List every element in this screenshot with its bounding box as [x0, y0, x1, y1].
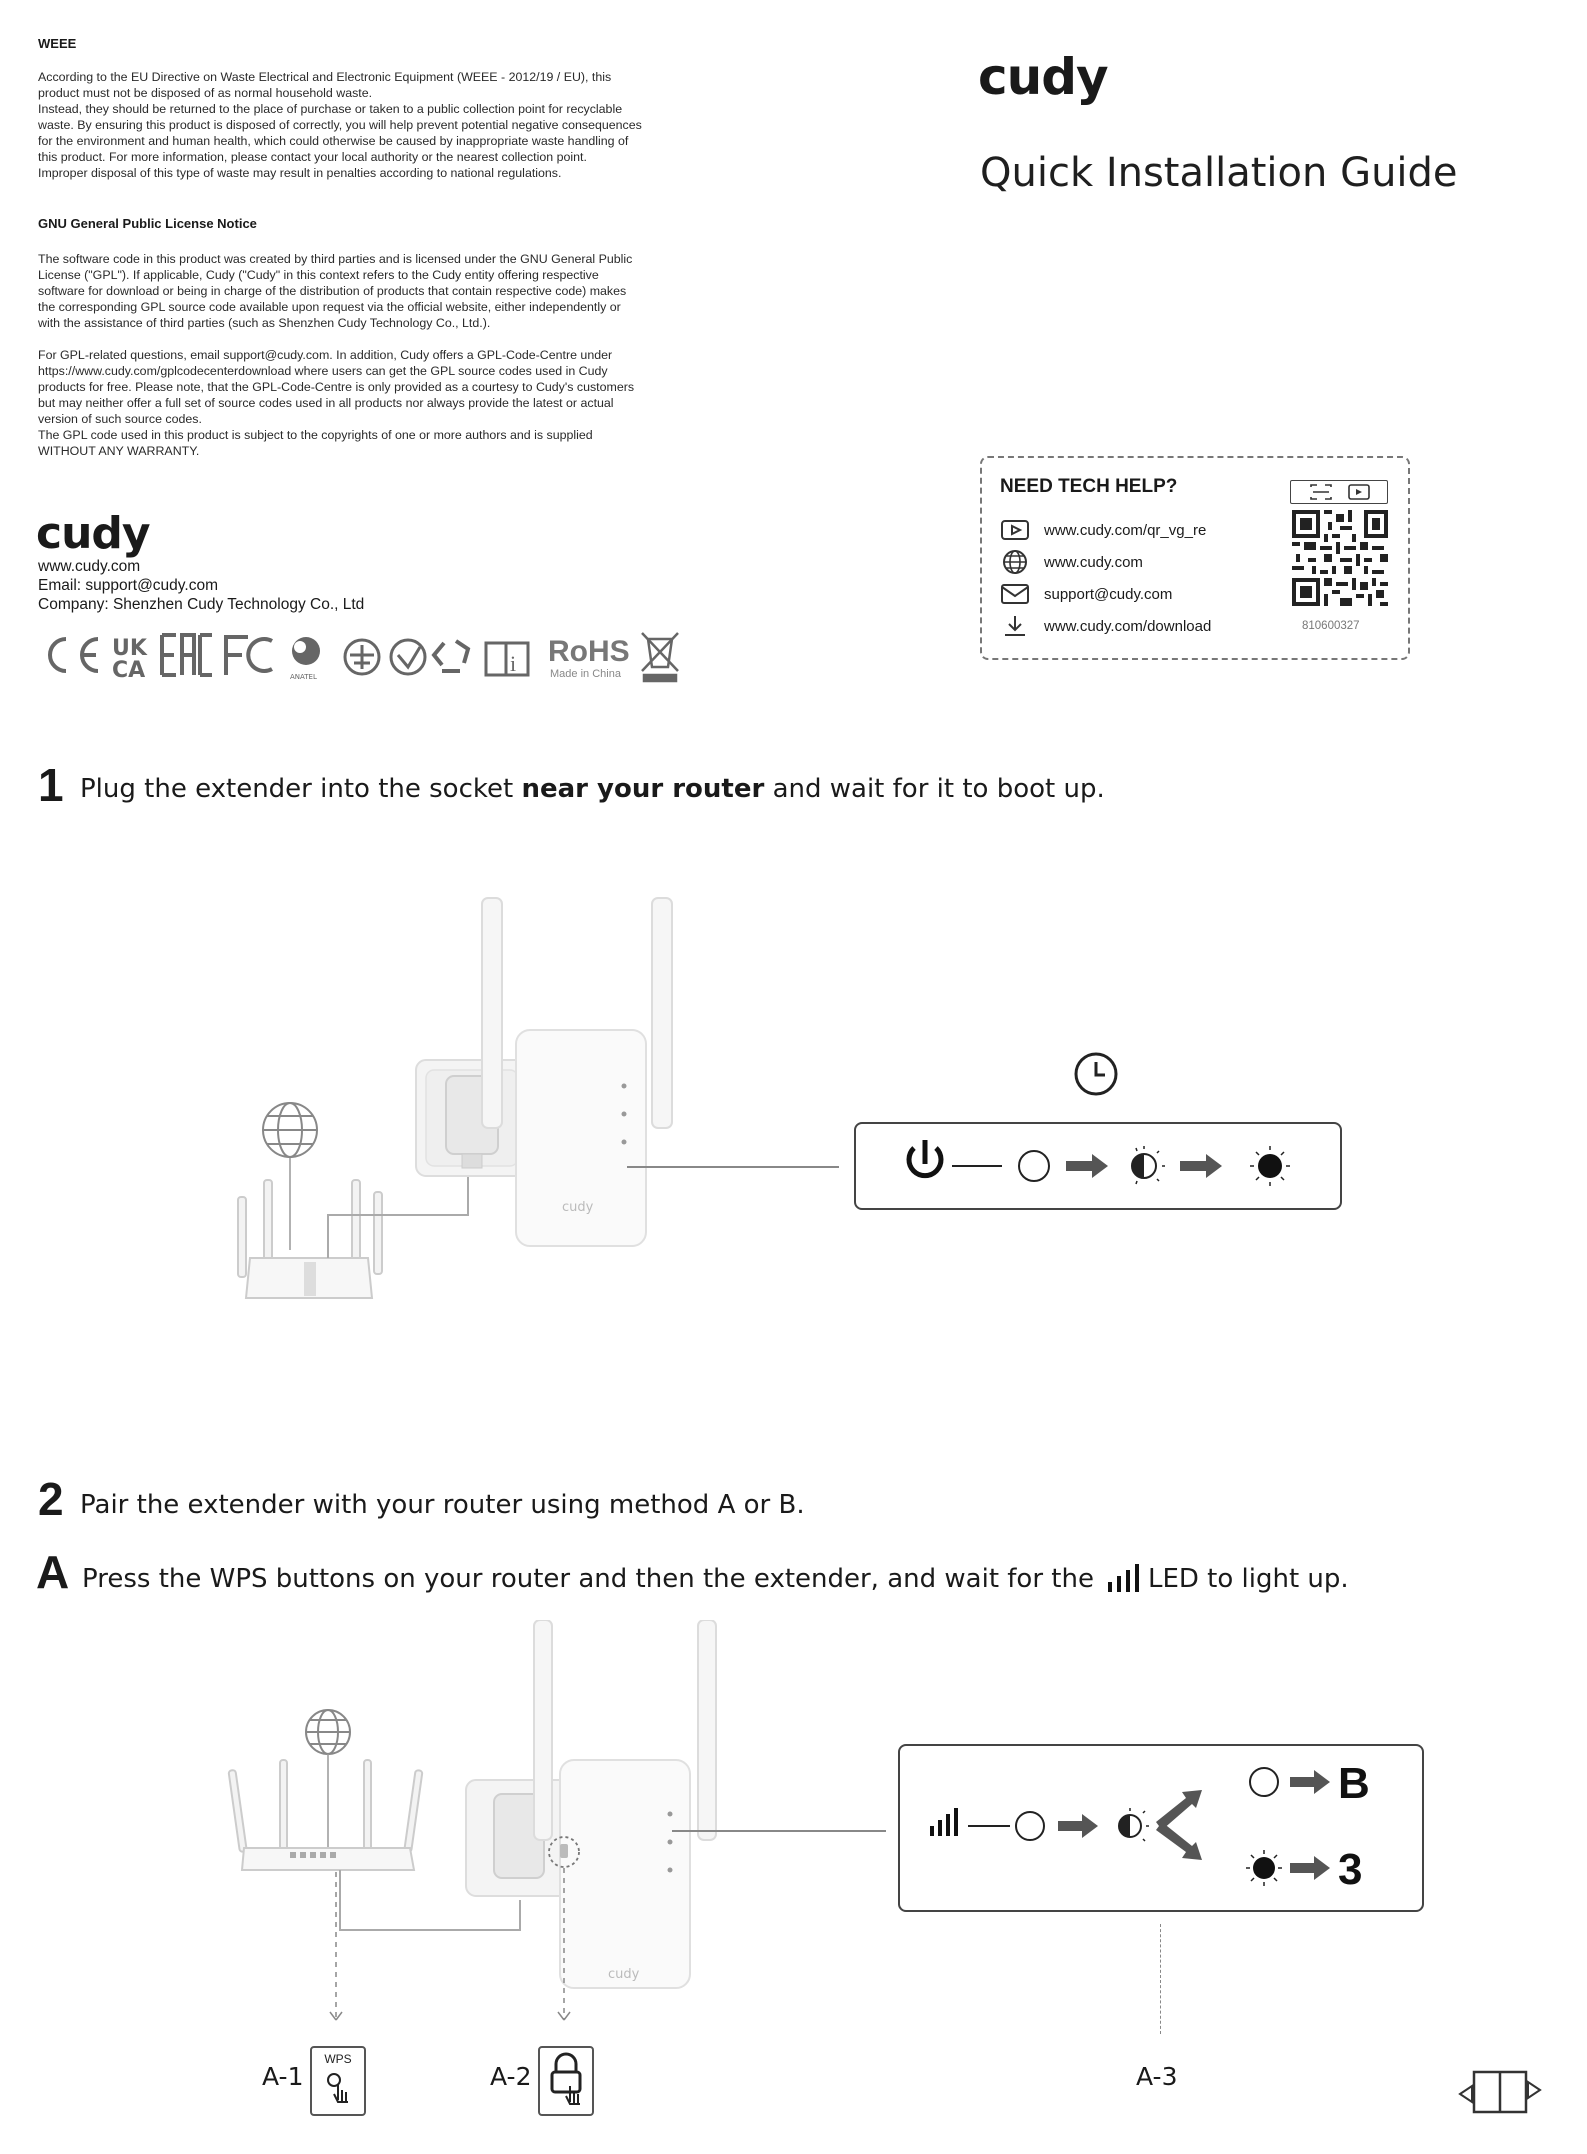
tech-help-list — [1000, 514, 1211, 642]
gpl-para1 — [38, 251, 738, 331]
tech-help-item-video[interactable] — [1000, 514, 1211, 546]
tech-help-box — [980, 456, 1410, 660]
gpl-line: The GPL code used in this product is subject to the copyrights of one or more authors and is supplied — [38, 428, 593, 442]
press-finger-icon — [312, 2066, 364, 2110]
weee-line: Improper disposal of this type of waste may result in penalties according to national regulations. — [38, 166, 562, 180]
gpl-line: https://www.cudy.com/gplcodecenterdownload where users can get the GPL source codes used in Cudy — [38, 364, 608, 378]
gpl-line: the corresponding GPL source code available upon request via the official website, either independently or — [38, 300, 621, 314]
led-blinking-icon — [1132, 1146, 1165, 1184]
extender-device — [560, 1760, 690, 1988]
led-solid-on-icon — [1250, 1146, 1290, 1186]
signal-bars-icon — [1104, 1564, 1144, 1594]
led-off-icon — [1016, 1812, 1044, 1840]
step2-number: 2 — [38, 1473, 64, 1525]
weee-line: for the environment and human health, which could otherwise be caused by inappropriate waste handling of — [38, 134, 629, 148]
arrow-right-icon — [1290, 1770, 1330, 1794]
weee-section — [38, 36, 738, 181]
gpl-section — [38, 216, 738, 459]
method-a-text-after: LED to light up. — [1147, 1564, 1349, 1594]
router-device — [228, 1760, 422, 1870]
company-website[interactable]: www.cudy.com — [38, 558, 141, 575]
weee-line: Instead, they should be returned to the place of purchase or taken to a public collection point for recyclable — [38, 102, 623, 116]
signal-led-sequence — [900, 1746, 1422, 1910]
gpl-line: with the assistance of third parties (such as Shenzhen Cudy Technology Co., Ltd.). — [38, 316, 491, 330]
arrow-right-icon — [1180, 1154, 1222, 1178]
fcc-mark-icon — [226, 637, 272, 675]
gpl-line: License ("GPL"). If applicable, Cudy ("Cudy" in this context refers to the Cudy entity offering respective — [38, 268, 599, 282]
svg-text:i: i — [510, 651, 517, 676]
tech-help-website-link[interactable]: www.cudy.com — [1044, 553, 1143, 571]
extender-logo: cudy — [562, 1200, 594, 1215]
step2-led-status-box — [898, 1744, 1424, 1912]
gpl-line: WITHOUT ANY WARRANTY. — [38, 444, 200, 458]
internet-globe-icon — [306, 1710, 350, 1754]
extender-antenna-left — [482, 898, 502, 1128]
weee-text — [38, 69, 738, 181]
globe-icon — [1000, 549, 1030, 575]
scan-icon — [1291, 481, 1387, 503]
rohs-mark: RoHS — [548, 635, 630, 668]
wps-label: WPS — [324, 2052, 352, 2066]
svg-text:UK: UK — [112, 636, 147, 661]
step1-text-bold: near your router — [521, 774, 765, 804]
arrow-right-icon — [1058, 1814, 1098, 1838]
step1-pointer-line — [627, 1166, 839, 1168]
tech-help-video-link[interactable]: www.cudy.com/qr_vg_re — [1044, 521, 1207, 539]
gpl-line: software for download or being in charge of the distribution of products that contain respective code) makes — [38, 284, 627, 298]
scan-video-strip — [1290, 480, 1388, 504]
certification-marks — [36, 625, 716, 685]
step1-number: 1 — [38, 759, 64, 811]
extender-antenna-right — [698, 1620, 716, 1840]
method-a-instruction — [82, 1564, 1349, 1594]
label-a3: A-3 — [1136, 2062, 1178, 2091]
power-led-sequence — [856, 1124, 1340, 1208]
led-off-icon — [1019, 1151, 1049, 1181]
extender-antenna-left — [534, 1620, 552, 1840]
header-logo: cudy — [978, 48, 1108, 106]
led-solid-on-icon — [1246, 1850, 1282, 1886]
svg-text:ANATEL: ANATEL — [290, 673, 317, 681]
gpl-line: The software code in this product was created by third parties and is licensed under the GNU General Public — [38, 252, 633, 266]
step1-text-before: Plug the extender into the socket — [80, 774, 522, 804]
company-name: Company: Shenzhen Cudy Technology Co., Ltd — [38, 596, 365, 613]
company-logo: cudy — [36, 508, 150, 559]
step2-a3-pointer-line — [1160, 1924, 1161, 2034]
product-code: 810600327 — [1302, 620, 1360, 632]
weee-line: this product. For more information, please contact your local authority or the nearest collection point. — [38, 150, 587, 164]
weee-bin-icon — [642, 633, 678, 681]
video-play-icon — [1000, 518, 1030, 542]
tech-help-download-link[interactable]: www.cudy.com/download — [1044, 617, 1212, 635]
gpl-para2 — [38, 347, 738, 459]
arrow-down-right-icon — [1156, 1822, 1202, 1860]
method-a-letter: A — [36, 1546, 70, 1598]
extender-wps-button — [538, 2046, 594, 2116]
made-in-china: Made in China — [550, 668, 621, 680]
mail-icon — [1000, 582, 1030, 606]
qr-code-icon — [1292, 510, 1388, 606]
environment-mark-icon — [345, 640, 379, 674]
step2-pointer-line — [672, 1830, 886, 1832]
gpl-line: but may neither offer a full set of source codes used in all products nor always provide the latest or actual — [38, 396, 614, 410]
guide-title: Quick Installation Guide — [980, 150, 1458, 196]
go-to-step-3: 3 — [1338, 1845, 1363, 1894]
read-manual-icon — [486, 643, 528, 676]
tech-help-title: NEED TECH HELP? — [1000, 476, 1178, 497]
company-contact — [38, 557, 364, 614]
tech-help-item-download[interactable] — [1000, 610, 1211, 642]
gpl-line: version of such source codes. — [38, 412, 202, 426]
extender-logo: cudy — [608, 1967, 640, 1982]
company-email[interactable]: Email: support@cudy.com — [38, 577, 218, 594]
ukca-mark-icon — [112, 636, 148, 683]
qr-code[interactable] — [1292, 510, 1388, 611]
gpl-heading: GNU General Public License Notice — [38, 216, 257, 231]
cert-icons — [36, 625, 736, 685]
tech-help-item-website[interactable] — [1000, 546, 1211, 578]
lock-press-icon — [540, 2048, 592, 2114]
turn-page-icon — [1454, 2064, 1546, 2120]
gpl-line: For GPL-related questions, email support@cudy.com. In addition, Cudy offers a GPL-Code-Centre under — [38, 348, 613, 362]
arrow-right-icon — [1066, 1154, 1108, 1178]
weee-line: product must not be disposed of as normal household waste. — [38, 86, 373, 100]
recycle-icon — [434, 641, 468, 671]
weee-heading: WEEE — [38, 36, 77, 51]
anatel-mark-icon — [290, 637, 320, 681]
led-blinking-icon — [1119, 1808, 1149, 1841]
step1-text-after: and wait for it to boot up. — [764, 774, 1105, 804]
arrow-right-icon — [1290, 1856, 1330, 1880]
signal-bars-icon — [930, 1808, 958, 1836]
step2-illustration — [220, 1620, 740, 2090]
gpl-line: products for free. Please note, that the GPL-Code-Centre is only provided as a courtesy to Cudy's customers — [38, 380, 635, 394]
eco-mark-icon — [391, 640, 425, 674]
label-a2: A-2 — [490, 2062, 532, 2091]
label-a1: A-1 — [262, 2062, 304, 2091]
step1-led-status-box — [854, 1122, 1342, 1210]
router-wps-button — [310, 2046, 366, 2116]
ce-mark-icon — [50, 639, 66, 671]
internet-globe-icon — [263, 1103, 317, 1157]
download-icon — [1000, 613, 1030, 639]
step2-instruction: Pair the extender with your router using method A or B. — [80, 1490, 805, 1520]
step1-instruction — [80, 774, 1105, 804]
step1-illustration — [220, 880, 700, 1380]
go-to-method-b: B — [1338, 1759, 1370, 1808]
extender-antenna-right — [652, 898, 672, 1128]
router-device — [238, 1180, 382, 1298]
led-off-icon — [1250, 1768, 1278, 1796]
tech-help-email-link[interactable]: support@cudy.com — [1044, 585, 1173, 603]
weee-line: According to the EU Directive on Waste Electrical and Electronic Equipment (WEEE - 2012/19 / EU), this — [38, 70, 612, 84]
eac-mark-icon — [162, 635, 212, 675]
method-a-text-before: Press the WPS buttons on your router and then the extender, and wait for the — [82, 1564, 1094, 1594]
tech-help-item-email[interactable] — [1000, 578, 1211, 610]
power-icon — [909, 1140, 941, 1176]
weee-line: waste. By ensuring this product is disposed of correctly, you will help prevent potential negative consequences — [38, 118, 642, 132]
svg-text:CA: CA — [112, 658, 146, 683]
clock-icon — [1072, 1050, 1120, 1098]
